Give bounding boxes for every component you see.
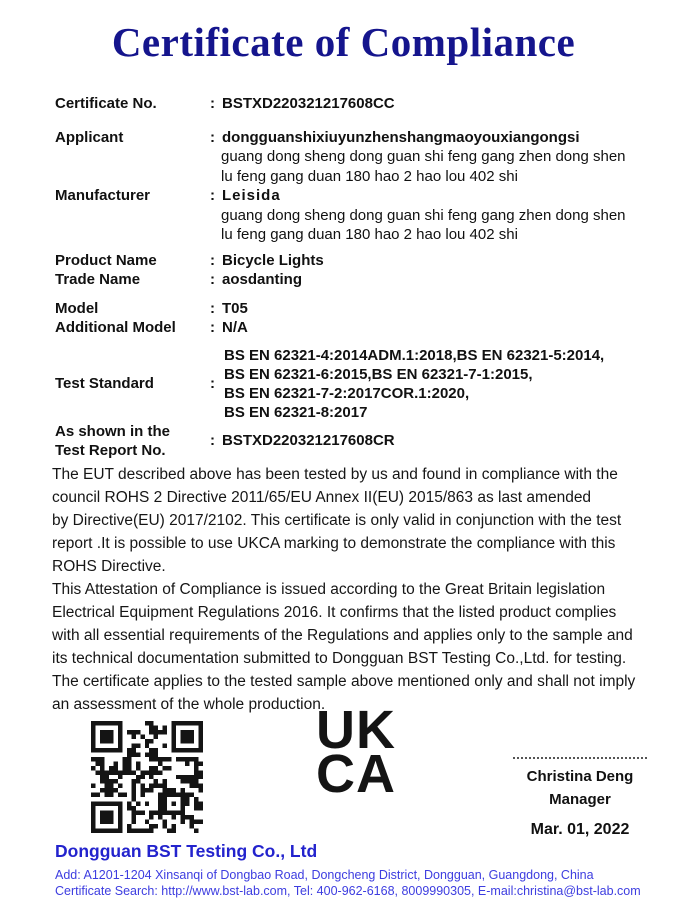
colon: : <box>210 374 215 392</box>
field-trade-name <box>55 270 669 290</box>
signatory-title: Manager <box>549 791 611 808</box>
field-manufacturer <box>55 186 669 245</box>
statement-line: with all essential requirements of the Regulations and applies only to the sample and <box>52 627 633 644</box>
trade-name-label: Trade Name <box>55 271 141 288</box>
colon: : <box>210 95 215 112</box>
compliance-statement <box>52 463 662 716</box>
field-test-standard <box>55 346 669 422</box>
additional-model-label: Additional Model <box>55 319 176 336</box>
applicant-label: Applicant <box>55 128 124 146</box>
model-value: T05 <box>222 299 248 317</box>
colon: : <box>210 271 215 288</box>
test-standard-colon-cell <box>210 374 224 394</box>
test-report-no-value-cell <box>210 431 669 451</box>
statement-line: its technical documentation submitted to Dongguan BST Testing Co.,Ltd. for testing. <box>52 650 627 667</box>
product-name-label: Product Name <box>55 251 157 269</box>
manufacturer-address-line1: guang dong sheng dong guan shi feng gang zhen dong shen <box>221 206 626 224</box>
footer <box>55 841 675 898</box>
product-name-value-cell <box>210 251 669 271</box>
applicant-address-line2: lu feng gang duan 180 hao 2 hao lou 402 shi <box>221 167 518 185</box>
signatory-name: Christina Deng <box>526 768 634 785</box>
additional-model-value: N/A <box>222 319 248 336</box>
colon: : <box>210 128 215 146</box>
field-product-name <box>55 251 669 271</box>
test-standard-lines <box>224 346 669 422</box>
footer-contact: Certificate Search: http://www.bst-lab.com, Tel: 400-962-6168, 8009990305, E-mail:christina@bst-lab.com <box>55 884 641 898</box>
statement-line: The EUT described above has been tested by us and found in compliance with the <box>52 466 618 483</box>
statement-line: report .It is possible to use UKCA marking to demonstrate the compliance with this <box>52 535 616 552</box>
colon: : <box>210 319 215 336</box>
manufacturer-value-cell <box>210 186 669 245</box>
colon: : <box>210 251 215 269</box>
signature-dotted-line <box>513 757 647 759</box>
additional-model-value-cell <box>210 318 669 338</box>
footer-company-name: Dongguan BST Testing Co., Ltd <box>55 841 318 861</box>
field-certificate-no <box>55 94 669 114</box>
test-report-no-label <box>55 422 210 460</box>
field-test-report-no <box>55 422 669 460</box>
test-standard-line: BS EN 62321-4:2014ADM.1:2018,BS EN 62321-5:2014, <box>224 346 605 364</box>
certificate-fields <box>55 94 669 460</box>
certificate-no-label: Certificate No. <box>55 95 157 112</box>
applicant-value-cell <box>210 128 669 187</box>
test-standard-line: BS EN 62321-6:2015,BS EN 62321-7-1:2015, <box>224 365 533 383</box>
signature-block <box>498 757 662 839</box>
test-standard-line: BS EN 62321-8:2017 <box>224 403 368 421</box>
statement-line: Electrical Equipment Regulations 2016. It confirms that the listed product complies <box>52 604 617 621</box>
test-standard-line: BS EN 62321-7-2:2017COR.1:2020, <box>224 384 470 402</box>
certificate-no-value-cell <box>210 94 669 114</box>
manufacturer-label: Manufacturer <box>55 187 151 204</box>
applicant-address-line1: guang dong sheng dong guan shi feng gang zhen dong shen <box>221 148 626 165</box>
test-report-no-label-line2: Test Report No. <box>55 441 166 459</box>
test-standard-label: Test Standard <box>55 374 154 392</box>
ukca-line2: CA <box>316 744 396 804</box>
statement-line: by Directive(EU) 2017/2102. This certificate is only valid in conjunction with the test <box>52 512 622 529</box>
colon: : <box>210 187 215 204</box>
model-label: Model <box>55 299 99 317</box>
footer-address: Add: A1201-1204 Xinsanqi of Dongbao Road, Dongcheng District, Dongguan, Guangdong, China <box>55 868 594 882</box>
test-report-no-label-line1: As shown in the <box>55 422 171 440</box>
field-model <box>55 299 669 319</box>
qr-code-icon <box>90 721 204 833</box>
colon: : <box>210 431 215 449</box>
signature-date: Mar. 01, 2022 <box>530 821 630 838</box>
statement-line: ROHS Directive. <box>52 558 166 575</box>
statement-line: council ROHS 2 Directive 2011/65/EU Annex II(EU) 2015/863 as last amended <box>52 489 592 506</box>
trade-name-value: aosdanting <box>222 271 303 288</box>
ukca-logo <box>316 700 396 804</box>
trade-name-value-cell <box>210 270 669 290</box>
colon: : <box>210 299 215 317</box>
statement-line: an assessment of the whole production. <box>52 696 326 713</box>
product-name-value: Bicycle Lights <box>222 251 324 269</box>
ukca-line1: UK <box>316 700 396 760</box>
model-value-cell <box>210 299 669 319</box>
page-title: Certificate of Compliance <box>111 19 576 65</box>
field-additional-model <box>55 318 669 338</box>
field-applicant <box>55 128 669 187</box>
applicant-name: dongguanshixiuyunzhenshangmaoyouxiangongsi <box>222 128 580 146</box>
statement-line: The certificate applies to the tested sample above mentioned only and shall not imply <box>52 673 636 690</box>
manufacturer-address-line2: lu feng gang duan 180 hao 2 hao lou 402 shi <box>221 226 518 243</box>
certificate-no-value: BSTXD220321217608CC <box>222 95 395 112</box>
manufacturer-name: Leisida <box>222 187 281 204</box>
test-report-no-value: BSTXD220321217608CR <box>222 431 395 449</box>
statement-line: This Attestation of Compliance is issued according to the Great Britain legislation <box>52 581 606 598</box>
